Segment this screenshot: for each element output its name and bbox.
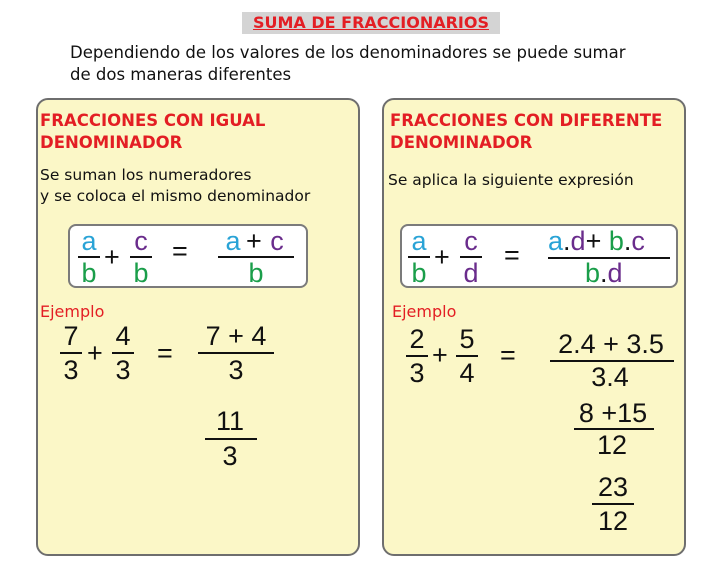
formula-result-d: d — [607, 258, 623, 288]
example-plus: + — [87, 338, 103, 368]
example-plus: + — [432, 340, 448, 370]
intro-text — [70, 42, 710, 86]
right-description: Se aplica la siguiente expresión — [388, 171, 634, 189]
formula-result-a: a — [225, 226, 241, 256]
right-heading-line-2: DENOMINADOR — [390, 133, 533, 152]
left-heading-line-2: DENOMINADOR — [40, 133, 183, 152]
example-final-bar — [205, 438, 257, 440]
formula-result-a: a — [548, 226, 564, 256]
formula-numerator-c: c — [134, 226, 148, 256]
formula-result-denominator — [585, 260, 623, 287]
example-result-bar — [198, 352, 274, 354]
left-description-line-1: Se suman los numeradores — [40, 166, 252, 184]
formula-denominator-b: b — [81, 258, 97, 288]
formula-equals: = — [172, 236, 188, 266]
formula-result-plus: + — [246, 226, 262, 256]
formula-denominator-d: d — [463, 258, 479, 288]
example-denominator: 3 — [115, 355, 131, 385]
left-description — [40, 165, 310, 207]
formula-result-b: b — [608, 226, 624, 256]
example-fraction-bar — [112, 352, 134, 354]
formula-equals: = — [504, 240, 520, 270]
formula-plus: + — [104, 242, 120, 272]
example-fraction-bar — [60, 352, 82, 354]
example-final-denominator: 12 — [597, 506, 629, 536]
formula-result-numerator — [548, 228, 645, 255]
right-example-label: Ejemplo — [392, 302, 457, 321]
example-result-numerator: 7 + 4 — [205, 321, 267, 351]
left-example-label: Ejemplo — [40, 302, 105, 321]
left-description-line-2: y se coloca el mismo denominador — [40, 187, 311, 205]
left-heading — [40, 110, 265, 154]
formula-denominator-b: b — [133, 258, 149, 288]
example-result-denominator: 3.4 — [591, 362, 629, 392]
example-final-numerator: 11 — [215, 406, 245, 436]
formula-plus: + — [434, 242, 450, 272]
formula-result-dot: . — [623, 226, 632, 256]
example-denominator: 3 — [63, 355, 79, 385]
example-mid-numerator: 8 +15 — [578, 398, 648, 428]
example-denominator: 3 — [409, 358, 425, 388]
formula-numerator-a: a — [81, 226, 97, 256]
example-numerator: 4 — [115, 321, 131, 351]
formula-numerator-c: c — [464, 226, 478, 256]
formula-result-b: b — [585, 258, 601, 288]
example-final-numerator: 23 — [597, 472, 629, 502]
example-equals: = — [157, 338, 173, 368]
formula-result-plus: + — [585, 226, 602, 256]
intro-line-1: Dependiendo de los valores de los denominadores se puede sumar — [70, 43, 626, 62]
example-mid-denominator: 12 — [596, 430, 628, 460]
example-numerator: 5 — [459, 324, 475, 354]
formula-result-d: d — [570, 226, 586, 256]
example-denominator: 4 — [459, 358, 475, 388]
example-result-denominator: 3 — [228, 355, 244, 385]
right-heading-line-1: FRACCIONES CON DIFERENTE — [390, 111, 663, 130]
example-numerator: 7 — [63, 321, 79, 351]
formula-denominator-b: b — [411, 258, 427, 288]
example-equals: = — [500, 340, 516, 370]
example-result-numerator: 2.4 + 3.5 — [558, 329, 664, 359]
intro-line-2: de dos maneras diferentes — [70, 65, 292, 84]
example-numerator: 2 — [409, 324, 425, 354]
formula-result-b: b — [248, 258, 264, 288]
example-final-bar — [592, 503, 634, 505]
example-fraction-bar — [456, 355, 478, 357]
left-heading-line-1: FRACCIONES CON IGUAL — [40, 111, 266, 130]
right-heading — [390, 110, 662, 154]
formula-result-dot: . — [563, 226, 571, 256]
formula-result-c: c — [631, 226, 645, 256]
formula-result-dot: . — [600, 258, 608, 288]
formula-result-c: c — [270, 226, 284, 256]
page-title: SUMA DE FRACCIONARIOS — [242, 12, 500, 34]
example-final-denominator: 3 — [222, 441, 238, 471]
example-fraction-bar — [406, 355, 428, 357]
formula-numerator-a: a — [411, 226, 427, 256]
